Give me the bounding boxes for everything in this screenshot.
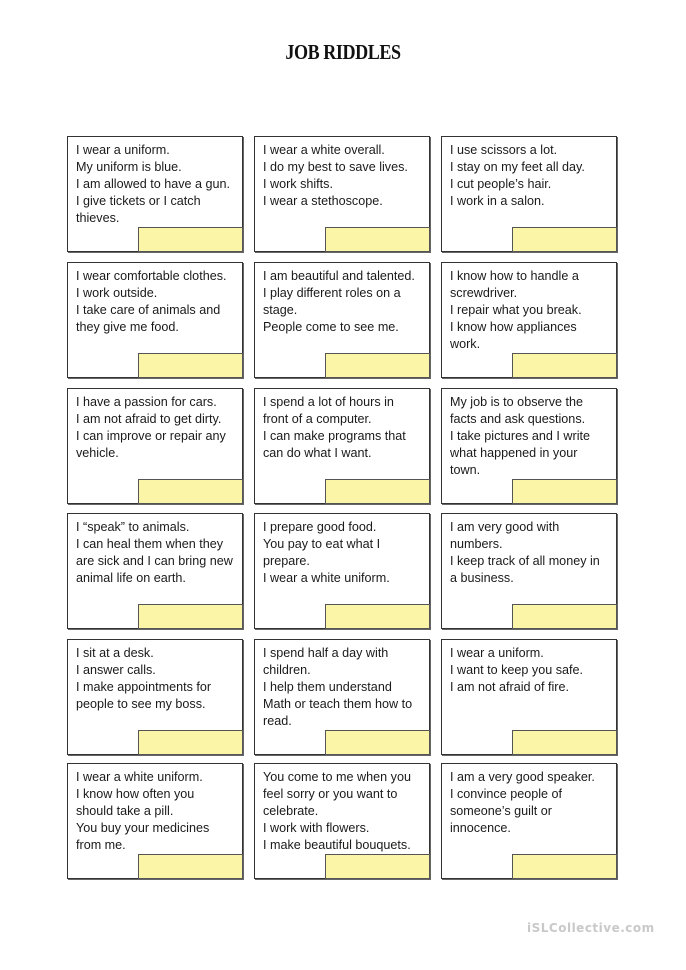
riddle-line: I spend a lot of hours in [263,395,394,409]
riddle-line: I do my best to save lives. [263,160,408,174]
riddle-line: I am very good with [450,520,560,534]
riddle-card [67,388,243,504]
riddle-text [263,268,423,336]
riddle-card [254,388,430,504]
riddle-line: I know how to handle a [450,269,579,283]
riddle-line: I work in a salon. [450,194,545,208]
riddle-line: can do what I want. [263,446,372,460]
riddle-line: I sit at a desk. [76,646,154,660]
riddle-line: I spend half a day with [263,646,389,660]
riddle-line: from me. [76,838,126,852]
riddle-line: I make appointments for [76,680,212,694]
riddle-line: prepare. [263,554,310,568]
riddle-text [450,645,610,696]
riddle-card [441,763,617,879]
answer-box[interactable] [512,353,617,378]
riddle-line: I wear a uniform. [450,646,544,660]
riddle-line: I want to keep you safe. [450,663,584,677]
watermark: iSLCollective.com [527,921,655,935]
answer-box[interactable] [325,730,430,755]
answer-box[interactable] [325,353,430,378]
riddle-card [254,763,430,879]
riddle-line: You buy your medicines [76,821,210,835]
riddle-line: I take care of animals and [76,303,221,317]
riddle-line: I convince people of [450,787,563,801]
riddle-text [76,394,236,462]
riddle-text [450,519,610,587]
riddle-text [450,268,610,353]
answer-box[interactable] [512,854,617,879]
riddle-text [450,769,610,837]
answer-box[interactable] [138,854,243,879]
riddle-line: I make beautiful bouquets. [263,838,411,852]
riddle-line: You pay to eat what I [263,537,381,551]
riddle-line: thieves. [76,211,120,225]
riddle-card [67,136,243,252]
riddle-text [263,519,423,587]
riddle-line: I “speak” to animals. [76,520,190,534]
riddle-line: work. [450,337,481,351]
riddle-line: I play different roles on a [263,286,401,300]
riddle-line: innocence. [450,821,511,835]
riddle-line: I am not afraid to get dirty. [76,412,222,426]
riddle-line: I am not afraid of fire. [450,680,569,694]
riddle-text [263,645,423,730]
riddle-line: I cut people’s hair. [450,177,552,191]
riddle-line: I use scissors a lot. [450,143,558,157]
riddle-card [254,513,430,629]
riddle-line: they give me food. [76,320,179,334]
riddle-card [67,513,243,629]
riddle-card [254,136,430,252]
answer-box[interactable] [512,604,617,629]
riddle-line: town. [450,463,481,477]
riddle-text [263,394,423,462]
riddle-line: people to see my boss. [76,697,206,711]
riddle-line: screwdriver. [450,286,518,300]
riddle-line: I am a very good speaker. [450,770,595,784]
riddle-line: I work shifts. [263,177,333,191]
answer-box[interactable] [512,479,617,504]
riddle-card [441,136,617,252]
riddle-line: I keep track of all money in [450,554,600,568]
riddle-line: I stay on my feet all day. [450,160,585,174]
riddle-line: vehicle. [76,446,119,460]
answer-box[interactable] [512,227,617,252]
riddle-text [76,645,236,713]
riddle-line: I answer calls. [76,663,156,677]
riddle-card [254,639,430,755]
riddle-line: facts and ask questions. [450,412,586,426]
riddle-card [441,262,617,378]
riddle-line: I work outside. [76,286,158,300]
riddle-line: I am beautiful and talented. [263,269,415,283]
riddle-line: I know how often you [76,787,195,801]
riddle-line: I can heal them when they [76,537,224,551]
riddle-line: I can improve or repair any [76,429,226,443]
page-title: JOB RIDDLES [285,40,401,64]
riddle-line: I wear a white uniform. [76,770,203,784]
riddle-line: My uniform is blue. [76,160,182,174]
riddle-text [450,142,610,210]
riddle-card [441,388,617,504]
riddle-card [67,763,243,879]
answer-box[interactable] [512,730,617,755]
riddle-text [263,142,423,210]
riddle-line: feel sorry or you want to [263,787,398,801]
riddle-text [76,268,236,336]
riddle-line: I wear comfortable clothes. [76,269,227,283]
riddle-card [67,262,243,378]
riddle-line: I wear a white overall. [263,143,385,157]
riddle-line: I work with flowers. [263,821,370,835]
riddle-line: I give tickets or I catch [76,194,201,208]
riddle-line: I wear a stethoscope. [263,194,383,208]
riddle-line: People come to see me. [263,320,399,334]
riddle-line: animal life on earth. [76,571,186,585]
riddle-line: You come to me when you [263,770,411,784]
riddle-line: numbers. [450,537,503,551]
riddle-line: I prepare good food. [263,520,377,534]
riddle-text [76,769,236,854]
riddle-line: I repair what you break. [450,303,582,317]
riddle-line: are sick and I can bring new [76,554,233,568]
riddle-line: I wear a white uniform. [263,571,390,585]
answer-box[interactable] [325,227,430,252]
riddle-text [450,394,610,479]
riddle-line: front of a computer. [263,412,372,426]
answer-box[interactable] [138,353,243,378]
riddle-line: I am allowed to have a gun. [76,177,231,191]
answer-box[interactable] [325,479,430,504]
riddle-line: I can make programs that [263,429,406,443]
riddle-line: a business. [450,571,514,585]
riddle-line: celebrate. [263,804,319,818]
riddle-card [441,639,617,755]
riddle-text [263,769,423,854]
answer-box[interactable] [138,479,243,504]
riddle-line: stage. [263,303,298,317]
riddle-line: someone’s guilt or [450,804,552,818]
answer-box[interactable] [325,604,430,629]
riddle-card [254,262,430,378]
answer-box[interactable] [138,227,243,252]
riddle-card [67,639,243,755]
riddle-line: I help them understand [263,680,392,694]
answer-box[interactable] [138,604,243,629]
riddle-text [76,142,236,227]
riddle-line: what happened in your [450,446,578,460]
riddle-text [76,519,236,587]
riddle-line: I know how appliances [450,320,577,334]
riddle-line: children. [263,663,311,677]
riddle-line: should take a pill. [76,804,174,818]
riddle-card [441,513,617,629]
riddle-line: read. [263,714,292,728]
answer-box[interactable] [138,730,243,755]
riddle-line: Math or teach them how to [263,697,413,711]
riddle-line: My job is to observe the [450,395,583,409]
riddle-line: I have a passion for cars. [76,395,217,409]
riddle-line: I take pictures and I write [450,429,590,443]
riddle-line: I wear a uniform. [76,143,170,157]
answer-box[interactable] [325,854,430,879]
